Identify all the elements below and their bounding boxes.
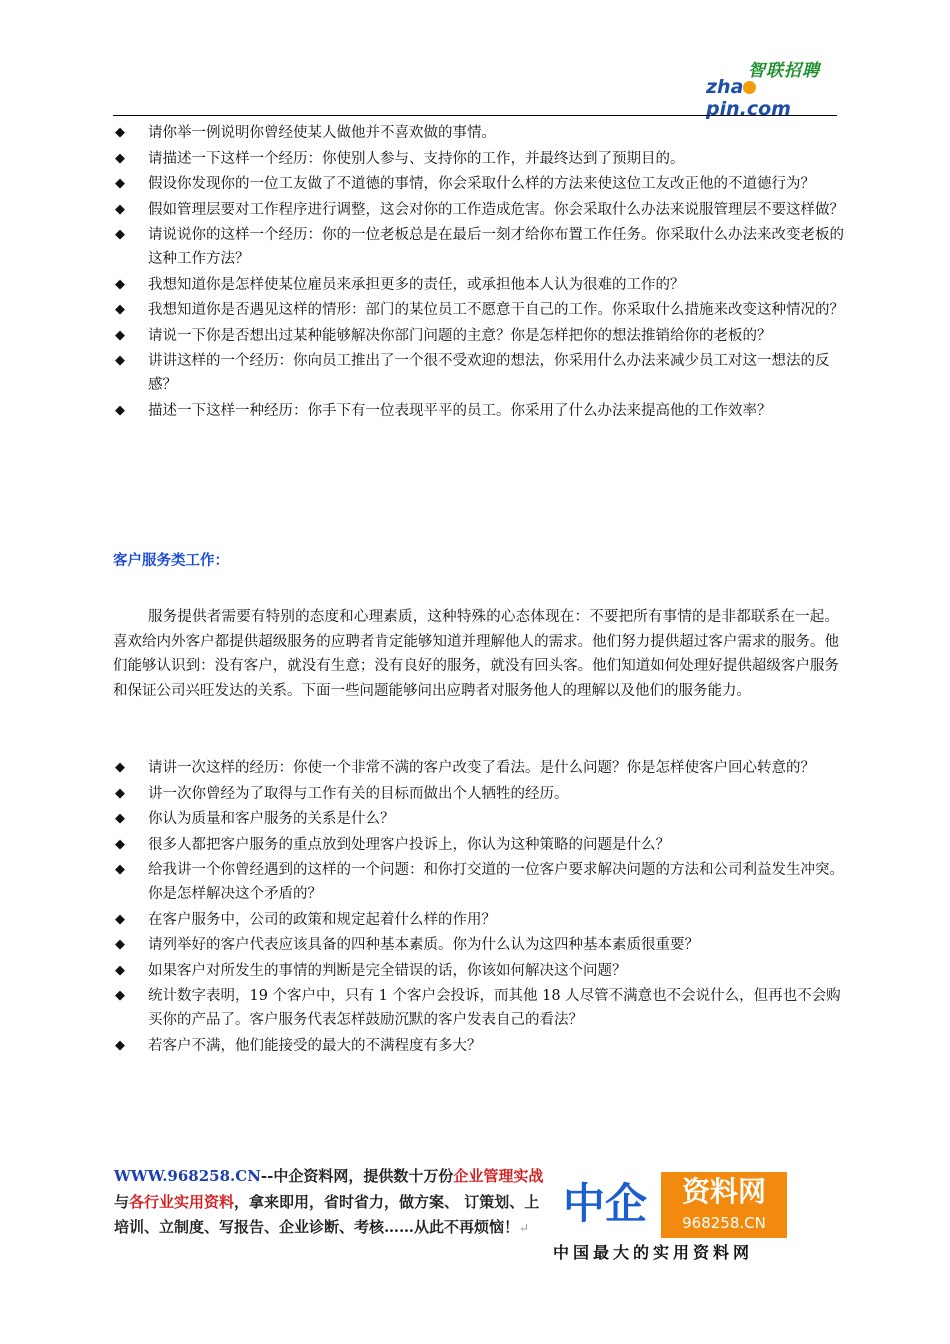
zhongqi-logo-title: 资料网 <box>681 1175 766 1208</box>
question-item <box>113 984 853 1032</box>
question-item <box>113 756 853 780</box>
section-heading: 客户服务类工作： <box>113 552 229 569</box>
list-item-text: 请列举好的客户代表应该具备的四种基本素质。你为什么认为这四种基本素质很重要？ <box>148 937 699 953</box>
diamond-bullet-icon: ◆ <box>115 353 125 368</box>
list-item-text: 请说说你的这样一个经历：你的一位老板总是在最后一刻才给你布置工作任务。你采取什么办法来改变老板的这种工作方法？ <box>148 227 844 267</box>
diamond-bullet-icon: ◆ <box>115 176 125 191</box>
diamond-bullet-icon: ◆ <box>115 988 125 1003</box>
diamond-bullet-icon: ◆ <box>115 836 125 852</box>
zhongqi-logo-domain: 968258.CN <box>682 1214 766 1232</box>
question-item <box>113 349 853 397</box>
footer-promo-text <box>114 1164 544 1242</box>
zhaopin-logo-cn: 智联招聘 <box>748 61 820 81</box>
list-item-text: 在客户服务中，公司的政策和规定起着什么样的作用？ <box>148 911 496 928</box>
diamond-bullet-icon: ◆ <box>115 911 125 927</box>
question-item <box>113 147 853 171</box>
list-item-text: 讲一次你曾经为了取得与工作有关的目标而做出个人牺牲的经历。 <box>148 785 569 802</box>
question-item <box>113 858 853 906</box>
diamond-bullet-icon: ◆ <box>115 862 125 877</box>
list-item-text: 若客户不满，他们能接受的最大的不满程度有多大？ <box>148 1037 482 1054</box>
promo-text-1: --中企资料网，提供数十万份 <box>260 1167 454 1185</box>
diamond-bullet-icon: ◆ <box>115 150 125 166</box>
diamond-bullet-icon: ◆ <box>115 276 125 292</box>
list-item-text: 我想知道你是否遇见这样的情形：部门的某位员工不愿意干自己的工作。你采取什么措施来改变这种情况的？ <box>148 302 844 318</box>
list-item-text: 请描述一下这样一个经历：你使别人参与、支持你的工作，并最终达到了预期目的。 <box>148 150 685 167</box>
question-item <box>113 198 853 222</box>
question-item <box>113 172 853 196</box>
diamond-bullet-icon: ◆ <box>115 125 125 140</box>
diamond-bullet-icon: ◆ <box>115 1037 125 1053</box>
question-item <box>113 324 853 348</box>
diamond-bullet-icon: ◆ <box>115 302 125 317</box>
diamond-bullet-icon: ◆ <box>115 811 125 826</box>
list-item-text: 假如管理层要对工作程序进行调整，这会对你的工作造成危害。你会采取什么办法来说服管理层不要这样做？ <box>148 201 844 218</box>
question-item <box>113 223 853 271</box>
intro-paragraph: 服务提供者需要有特别的态度和心理素质，这种特殊的心态体现在：不要把所有事情的是非都联系在一起。喜欢给内外客户都提供超级服务的应聘者肯定能够知道并理解他人的需求。他们努力提供超过客户需求的服务。他们能够认识到：没有客户，就没有生意；没有良好的服务，就没有回头客。他们知道如何处理好提供超级客户服务和保证公司兴旺发达的关系。下面一些问题能够问出应聘者对服务他人的理解以及他们的服务能力。 <box>113 609 839 699</box>
list-item-text: 假设你发现你的一位工友做了不道德的事情，你会采取什么样的方法来使这位工友改正他的不道德行为？ <box>148 176 815 192</box>
list-item-text: 你认为质量和客户服务的关系是什么？ <box>148 811 395 827</box>
promo-text-2: 与 <box>114 1192 130 1211</box>
promo-text-3: ，拿来即用，省时省力，做方案、 订策划、上培训、立制度、写报告、企业诊断、考核……从此不再烦恼！ <box>114 1192 540 1236</box>
return-mark-icon: ↵ <box>519 1221 530 1235</box>
zhongqi-slogan: 中国最大的实用资料网 <box>553 1243 754 1262</box>
zhongqi-logo-left: 中企 <box>562 1179 647 1228</box>
question-item <box>113 298 853 322</box>
question-item <box>113 273 853 297</box>
diamond-bullet-icon: ◆ <box>115 937 125 952</box>
question-item <box>113 399 853 423</box>
list-item-text: 如果客户对所发生的事情的判断是完全错误的话，你该如何解决这个问题？ <box>148 962 627 979</box>
question-list-management <box>113 121 853 424</box>
question-item <box>113 807 853 831</box>
list-item-text: 我想知道你是怎样使某位雇员来承担更多的责任，或承担他本人认为很难的工作的？ <box>148 276 685 293</box>
list-item-text: 很多人都把客户服务的重点放到处理客户投诉上，你认为这种策略的问题是什么？ <box>148 836 670 853</box>
diamond-bullet-icon: ◆ <box>115 227 125 242</box>
zhaopin-logo-en: zhapin.com <box>706 76 791 120</box>
list-item-text: 给我讲一个你曾经遇到的这样的一个问题：和你打交道的一位客户要求解决问题的方法和公司利益发生冲突。你是怎样解决这个矛盾的？ <box>148 862 844 902</box>
promo-url-link[interactable]: WWW.968258.CN <box>114 1167 261 1185</box>
diamond-bullet-icon: ◆ <box>115 962 125 978</box>
list-item-text: 统计数字表明，19 个客户中，只有 1 个客户会投诉，而其他 18 人尽管不满意也不会说什么，但再也不会购买你的产品了。客户服务代表怎样鼓励沉默的客户发表自己的看法？ <box>148 988 841 1028</box>
question-item <box>113 121 853 145</box>
question-item <box>113 959 853 983</box>
question-list-customer-service <box>113 756 853 1059</box>
list-item-text: 请讲一次这样的经历：你使一个非常不满的客户改变了看法。是什么问题？你是怎样使客户回心转意的？ <box>148 760 815 776</box>
diamond-bullet-icon: ◆ <box>115 201 125 217</box>
zhongqi-logo <box>553 1168 789 1268</box>
question-item <box>113 908 853 932</box>
question-item <box>113 782 853 806</box>
diamond-bullet-icon: ◆ <box>115 785 125 801</box>
header-divider <box>113 115 837 116</box>
zhaopin-logo-dot <box>743 81 756 94</box>
list-item-text: 描述一下这样一种经历：你手下有一位表现平平的员工。你采用了什么办法来提高他的工作效率？ <box>148 402 772 419</box>
zhongqi-logo-right <box>661 1172 787 1238</box>
question-item <box>113 833 853 857</box>
zhaopin-logo <box>706 60 836 120</box>
diamond-bullet-icon: ◆ <box>115 402 125 418</box>
diamond-bullet-icon: ◆ <box>115 327 125 343</box>
question-item <box>113 933 853 957</box>
diamond-bullet-icon: ◆ <box>115 760 125 775</box>
list-item-text: 讲讲这样的一个经历：你向员工推出了一个很不受欢迎的想法，你采用什么办法来减少员工对这一想法的反感？ <box>148 353 830 393</box>
list-item-text: 请说一下你是否想出过某种能够解决你部门问题的主意？你是怎样把你的想法推销给你的老板的？ <box>148 327 772 344</box>
question-item <box>113 1034 853 1058</box>
promo-highlight-2: 各行业实用资料 <box>129 1192 235 1211</box>
promo-highlight-1: 企业管理实战 <box>453 1167 544 1185</box>
list-item-text: 请你举一例说明你曾经使某人做他并不喜欢做的事情。 <box>148 125 496 141</box>
